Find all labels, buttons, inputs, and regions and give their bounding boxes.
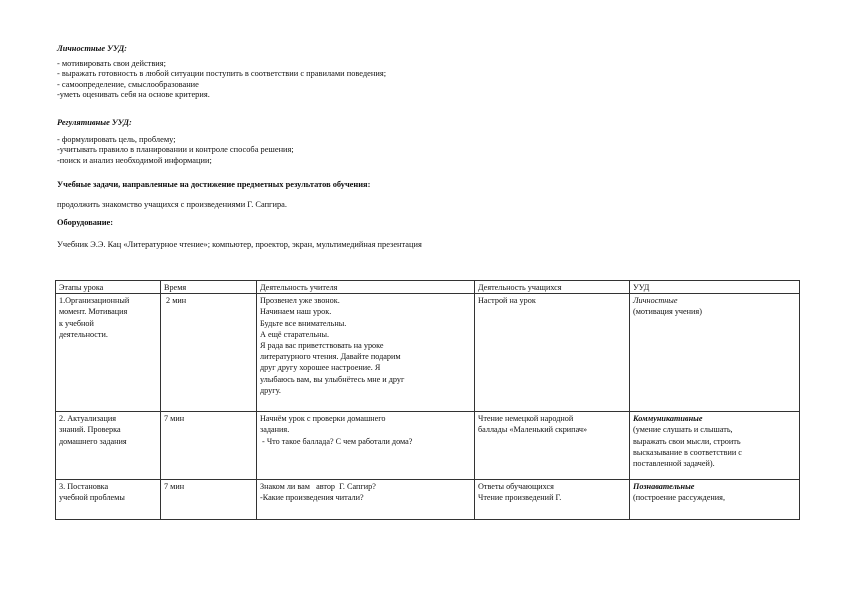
regulative-uud-heading: Регулятивные УУД: [57, 118, 132, 127]
regulative-uud-section [57, 118, 294, 166]
stage-cell: 2. Актуализация знаний. Проверка домашнего задания [56, 412, 161, 480]
personal-uud-item: - выражать готовность в любой ситуации поступить в соответствии с правилами поведения; [57, 69, 387, 79]
lesson-plan-table [55, 280, 800, 520]
students-cell: Ответы обучающихся Чтение произведений Г. [475, 480, 630, 520]
equipment-text: Учебник Э.Э. Кац «Литературное чтение»; компьютер, проектор, экран, мультимедийная презентация [57, 239, 422, 249]
uud-cell: Личностные (мотивация учения) [630, 294, 800, 412]
personal-uud-item: - мотивировать свои действия; [57, 58, 166, 68]
time-cell: 2 мин [161, 294, 257, 412]
time-cell: 7 мин [161, 412, 257, 480]
equipment-section [57, 218, 422, 250]
personal-uud-item: - самоопределение, смыслообразование [57, 79, 199, 89]
regulative-uud-item: -поиск и анализ необходимой информации; [57, 155, 212, 165]
equipment-heading: Оборудование: [57, 218, 114, 227]
teacher-cell: Начнём урок с проверки домашнего задания. - Что такое баллада? С чем работали дома? [257, 412, 475, 480]
header-teacher-activity: Деятельность учителя [257, 281, 475, 294]
personal-uud-heading: Личностные УУД: [57, 44, 127, 53]
time-cell: 7 мин [161, 480, 257, 520]
students-cell: Чтение немецкой народной баллады «Маленький скрипач» [475, 412, 630, 480]
header-time: Время [161, 281, 257, 294]
teacher-cell: Знаком ли вам автор Г. Сапгир? -Какие произведения читали? [257, 480, 475, 520]
personal-uud-section [57, 44, 386, 101]
tasks-section [57, 180, 370, 210]
uud-cell: Познавательные (построение рассуждения, [630, 480, 800, 520]
table-row [56, 480, 800, 520]
students-cell: Настрой на урок [475, 294, 630, 412]
header-stages: Этапы урока [56, 281, 161, 294]
tasks-text: продолжить знакомство учащихся с произведениями Г. Сапгира. [57, 199, 287, 209]
uud-cell: Коммуникативные (умение слушать и слышать, выражать свои мысли, строить высказывание в соответствии с поставленной задачей). [630, 412, 800, 480]
tasks-heading: Учебные задачи, направленные на достижение предметных результатов обучения: [57, 180, 371, 189]
table-header-row [56, 281, 800, 294]
regulative-uud-item: -учитывать правило в планировании и контроле способа решения; [57, 145, 294, 155]
stage-cell: 3. Постановка учебной проблемы [56, 480, 161, 520]
header-student-activity: Деятельность учащихся [475, 281, 630, 294]
table-row [56, 294, 800, 412]
teacher-cell: Прозвенел уже звонок. Начинаем наш урок. Будьте все внимательны. А ещё старательны. Я рада вас приветствовать на уроке литературного чтения. Давайте подарим друг другу хорошее настроение. Я улыбаюсь вам, вы улыбнётесь мне и друг другу. [257, 294, 475, 412]
personal-uud-item: -уметь оценивать себя на основе критерия. [57, 90, 210, 100]
stage-cell: 1.Организационный момент. Мотивация к учебной деятельности. [56, 294, 161, 412]
table-row [56, 412, 800, 480]
regulative-uud-item: - формулировать цель, проблему; [57, 134, 176, 144]
header-uud: УУД [630, 281, 800, 294]
